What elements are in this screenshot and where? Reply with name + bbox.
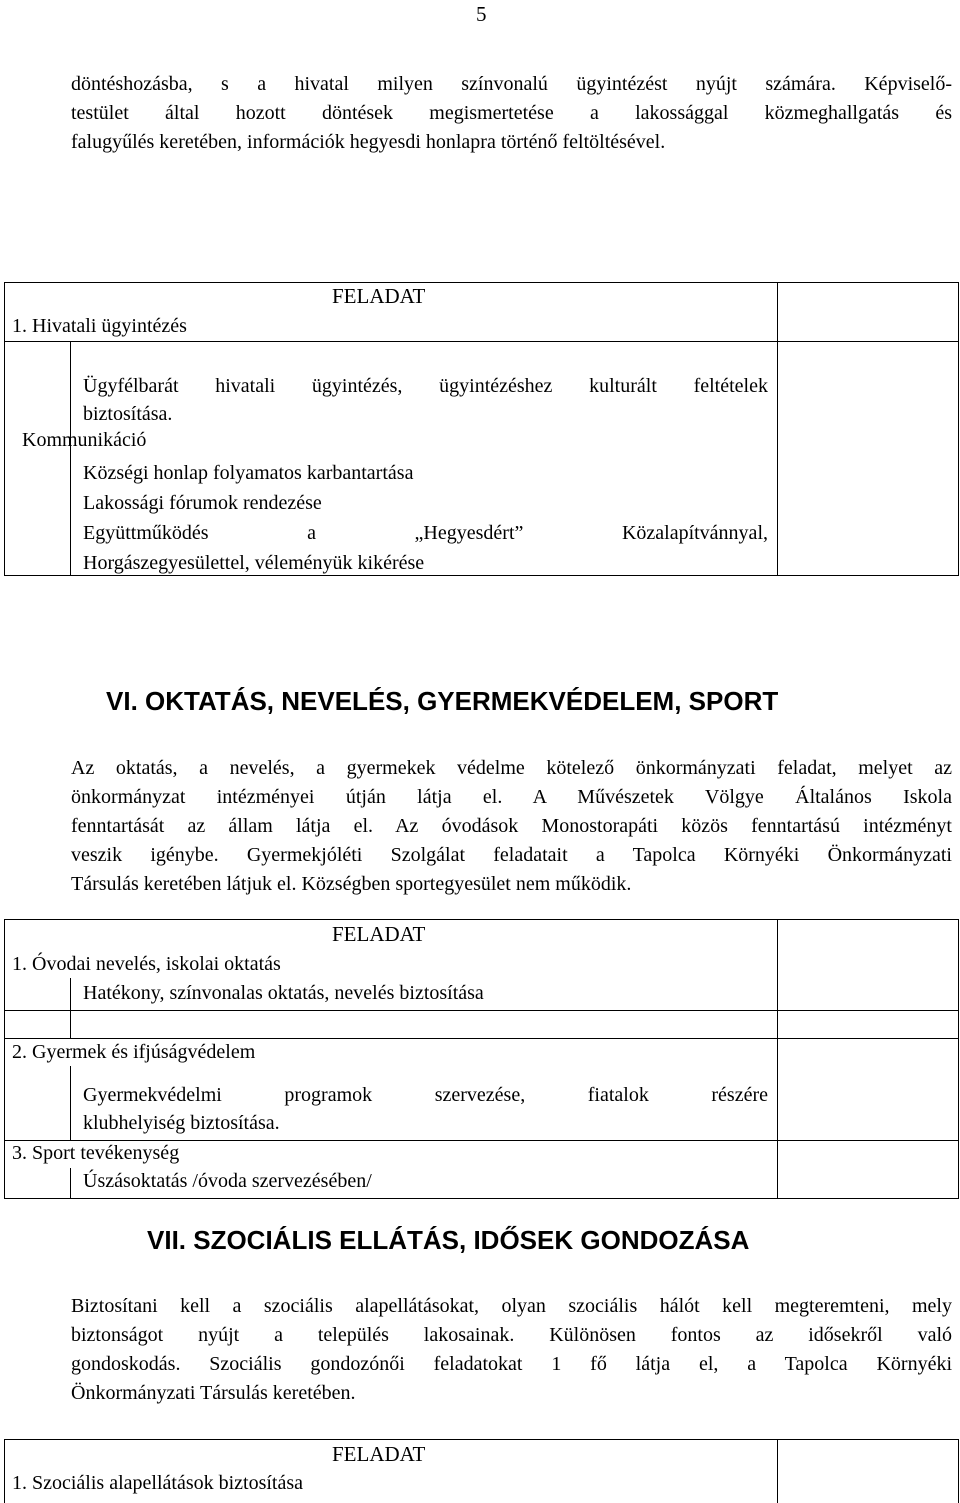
intro-line: testület által hozott döntések megismertetése a lakossággal közmeghallgatás és [71,102,952,124]
paragraph-line: fenntartását az állam látja el. Az óvodások Monostorapáti közös fenntartású intézményt [71,815,952,837]
intro-line: falugyűlés keretében, információk hegyesdi honlapra történő feltöltésével. [71,131,666,153]
feladat-header: FELADAT [332,922,426,946]
task-title: 1. Hivatali ügyintézés [12,315,187,337]
task-description: Hatékony, színvonalas oktatás, nevelés biztosítása [83,982,484,1004]
task-description: klubhelyiség biztosítása. [83,1112,280,1134]
paragraph-line: Az oktatás, a nevelés, a gyermekek védelme kötelező önkormányzati feladat, melyet az [71,757,952,779]
intro-line: döntéshozásba, s a hivatal milyen színvonalú ügyintézést nyújt számára. Képviselő- [71,73,952,95]
subtask-item: Horgászegyesülettel, véleményük kikérése [83,552,425,574]
section-heading: VII. SZOCIÁLIS ELLÁTÁS, IDŐSEK GONDOZÁSA [147,1225,750,1255]
task-description: Ügyfélbarát hivatali ügyintézés, ügyintézéshez kulturált feltételek [83,375,768,397]
task-title: 1. Szociális alapellátások biztosítása [12,1472,304,1494]
feladat-header: FELADAT [332,1442,426,1466]
task-description: Úszásoktatás /óvoda szervezésében/ [83,1170,372,1192]
page-number: 5 [476,2,487,26]
task-title: 2. Gyermek és ifjúságvédelem [12,1041,256,1063]
task-description: Gyermekvédelmi programok szervezése, fiatalok részére [83,1084,768,1106]
paragraph-line: gondoskodás. Szociális gondozónői feladatokat 1 fő látja el, a Tapolca Környéki [71,1353,952,1375]
subtask-item: Lakossági fórumok rendezése [83,492,322,514]
subtask-item: Együttműködés a „Hegyesdért” Közalapítvánnyal, [83,522,768,544]
section-heading: VI. OKTATÁS, NEVELÉS, GYERMEKVÉDELEM, SPORT [106,686,779,716]
subtask-item: Községi honlap folyamatos karbantartása [83,462,414,484]
subtask-title: Kommunikáció [22,429,147,451]
task-title: 3. Sport tevékenység [12,1142,180,1164]
intro-paragraph [71,70,952,157]
paragraph-line: veszik igénybe. Gyermekjóléti Szolgálat feladatait a Tapolca Környéki Önkormányzati [71,844,952,866]
paragraph-line: Önkormányzati Társulás keretében. [71,1382,356,1404]
paragraph-line: biztonságot nyújt a település lakosainak. Különösen fontos az idősekről való [71,1324,952,1346]
paragraph-line: Társulás keretében látjuk el. Községben sportegyesület nem működik. [71,873,632,895]
task-description: biztosítása. [83,403,173,425]
task-title: 1. Óvodai nevelés, iskolai oktatás [12,953,281,975]
section-paragraph [71,1292,952,1408]
feladat-header: FELADAT [332,284,426,308]
paragraph-line: Biztosítani kell a szociális alapellátásokat, olyan szociális hálót kell megteremteni, mely [71,1295,952,1317]
paragraph-line: önkormányzat intézményei útján látja el. A Művészetek Völgye Általános Iskola [71,786,952,808]
section-paragraph [71,754,952,899]
